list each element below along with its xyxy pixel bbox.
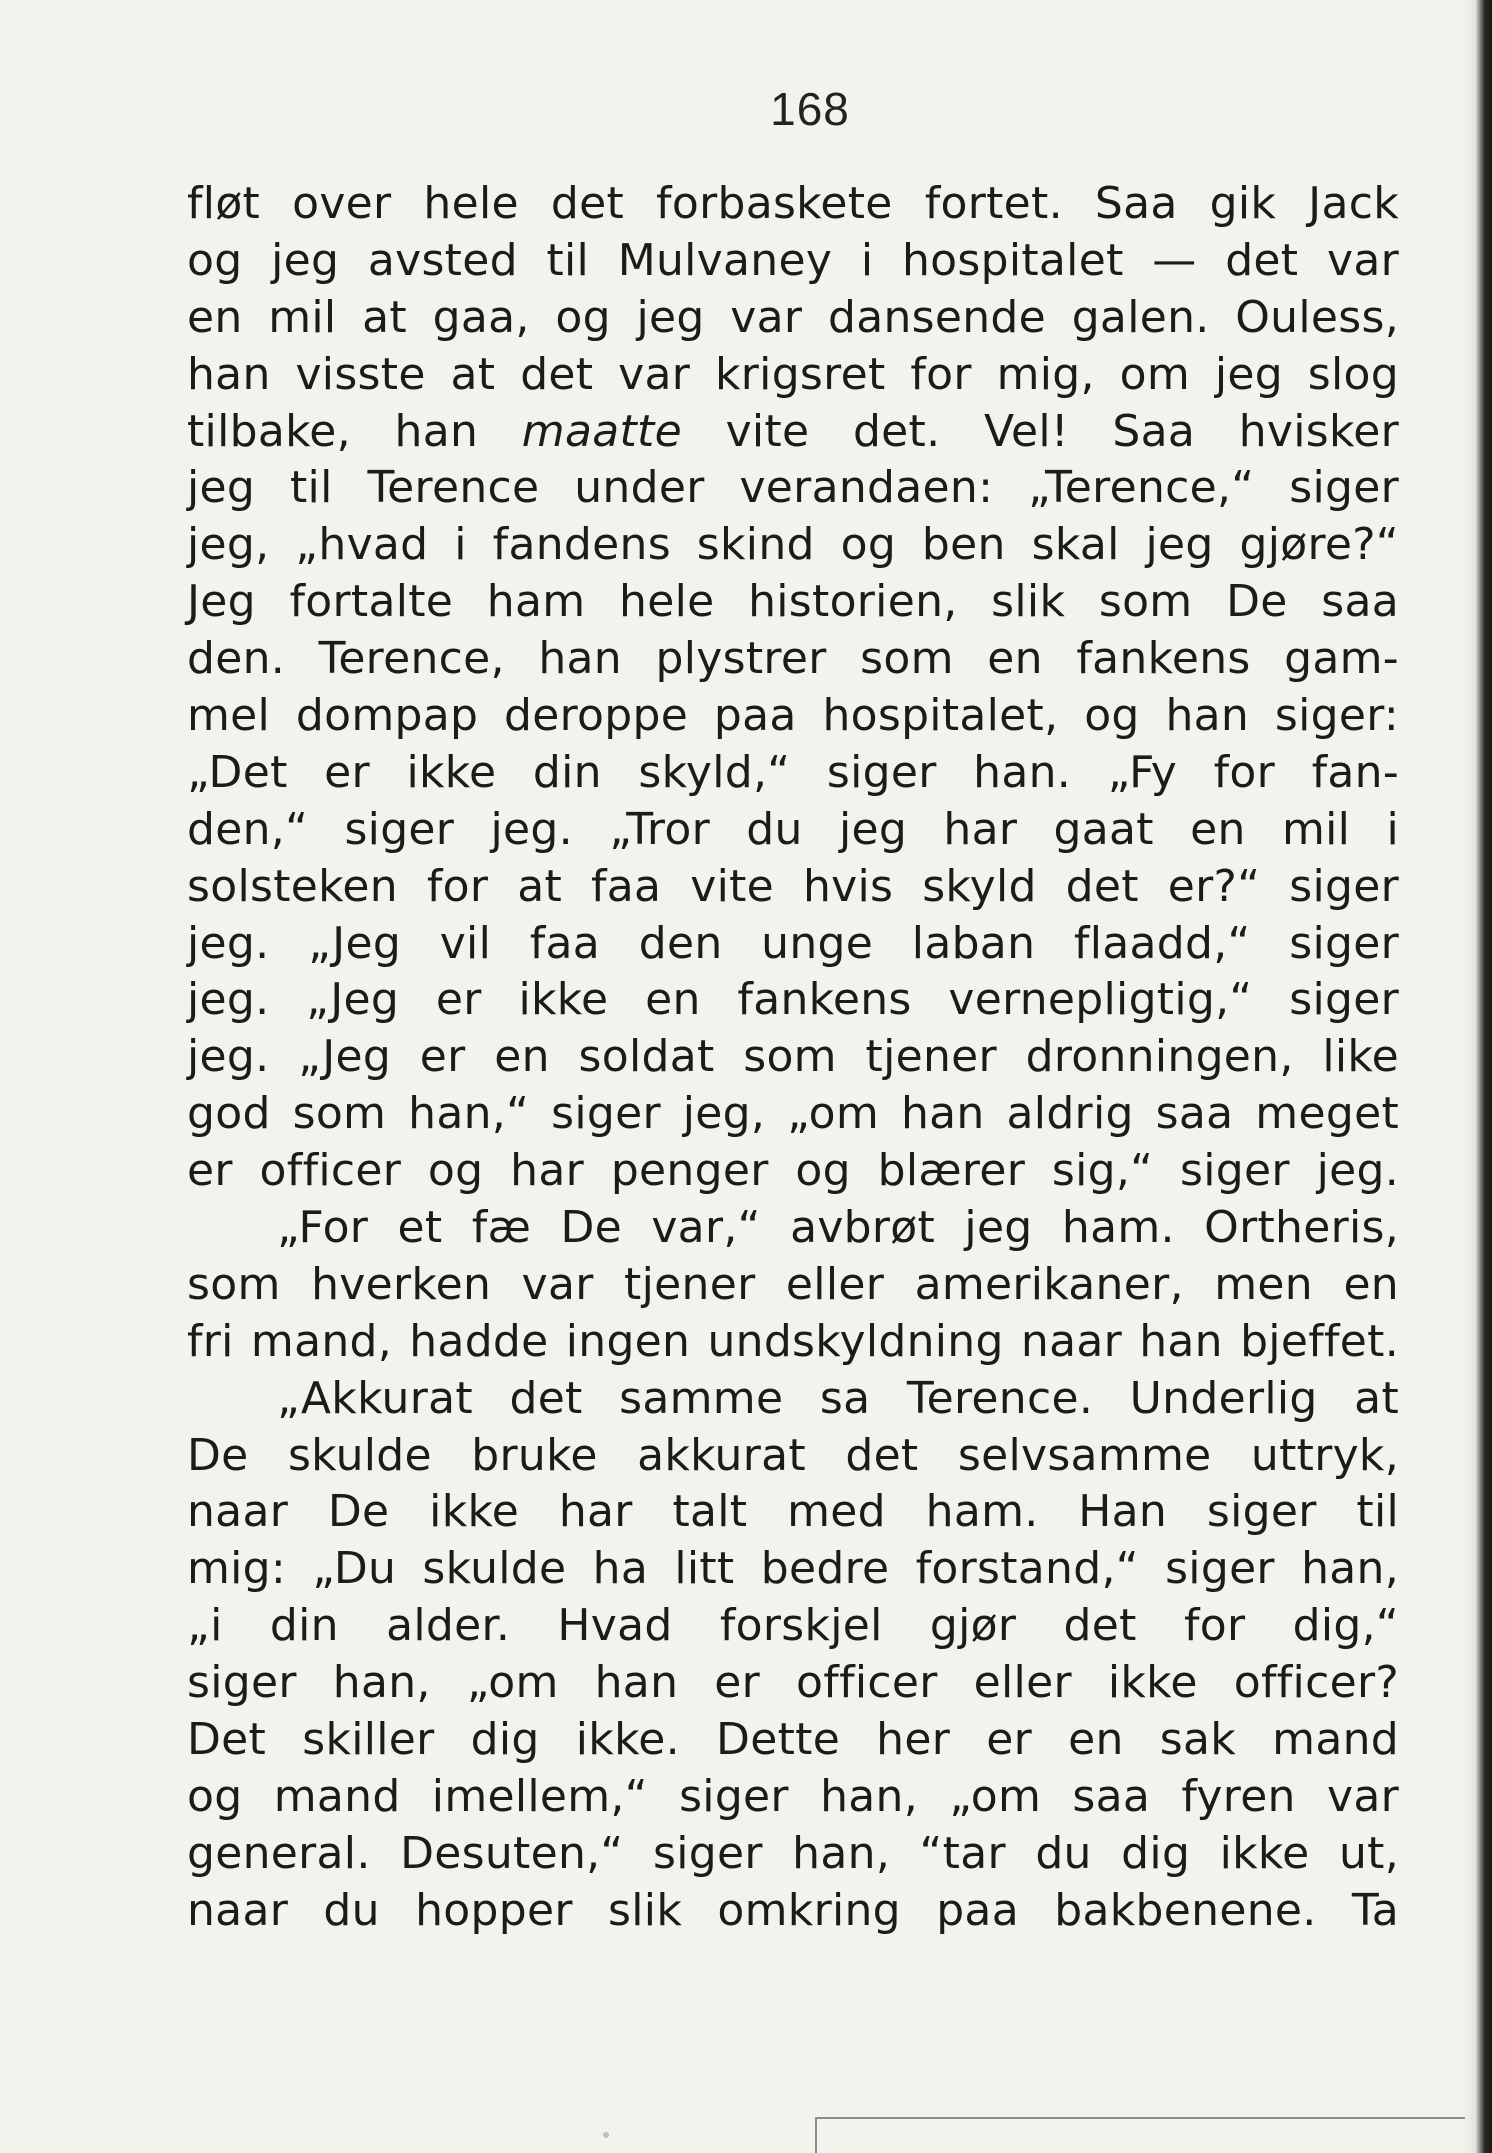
text-line: Jeg fortalte ham hele historien, slik som De saa — [187, 576, 1399, 628]
scan-edge — [1476, 0, 1492, 2153]
text-line: mig: „Du skulde ha litt bedre forstand,“ siger han, — [187, 1543, 1399, 1595]
page-number: 168 — [770, 83, 850, 135]
text-line — [187, 404, 1399, 461]
text-segment: vite det. Vel! Saa hvisker — [681, 405, 1399, 457]
text-line: er officer og har penger og blærer sig,“ siger jeg. — [187, 1145, 1399, 1197]
text-line: naar De ikke har talt med ham. Han siger til — [187, 1486, 1399, 1538]
text-line: god som han,“ siger jeg, „om han aldrig saa meget — [187, 1088, 1399, 1140]
text-line: „Det er ikke din skyld,“ siger han. „Fy for fan- — [187, 746, 1399, 798]
text-line: jeg. „Jeg er ikke en fankens vernepligtig,“ siger — [187, 974, 1399, 1026]
scan-artifact-line — [815, 2117, 1465, 2119]
text-line: og jeg avsted til Mulvaney i hospitalet — det var — [187, 234, 1399, 286]
text-line: fri mand, hadde ingen undskyldning naar han bjeffet. — [187, 1315, 1399, 1367]
scan-artifact-tick — [815, 2117, 817, 2153]
italic-word: maatte — [521, 405, 682, 457]
text-segment: tilbake, han — [187, 405, 522, 457]
text-line: en mil at gaa, og jeg var dansende galen. Ouless, — [187, 291, 1399, 343]
text-line: solsteken for at faa vite hvis skyld det er?“ siger — [187, 860, 1399, 912]
text-line: jeg. „Jeg vil faa den unge laban flaadd,“ siger — [187, 917, 1399, 969]
text-line: „i din alder. Hvad forskjel gjør det for dig,“ — [187, 1600, 1399, 1652]
text-line: den,“ siger jeg. „Tror du jeg har gaat en mil i — [187, 803, 1399, 855]
text-line: naar du hopper slik omkring paa bakbenene. Ta — [187, 1884, 1399, 1936]
text-line: mel dompap deroppe paa hospitalet, og han siger: — [187, 690, 1399, 742]
page-edge-shadow — [1462, 0, 1476, 2153]
scan-speck — [603, 2132, 609, 2138]
text-line: som hverken var tjener eller amerikaner, men en — [187, 1258, 1399, 1310]
text-line: han visste at det var krigsret for mig, om jeg slog — [187, 348, 1399, 400]
text-line: siger han, „om han er officer eller ikke officer? — [187, 1657, 1399, 1709]
text-line: De skulde bruke akkurat det selvsamme uttryk, — [187, 1429, 1399, 1481]
text-line: Det skiller dig ikke. Dette her er en sak mand — [187, 1714, 1399, 1766]
text-line: general. Desuten,“ siger han, “tar du dig ikke ut, — [187, 1827, 1399, 1879]
text-line: „For et fæ De var,“ avbrøt jeg ham. Ortheris, — [277, 1202, 1399, 1254]
body-text — [187, 176, 1399, 1940]
text-line: jeg til Terence under verandaen: „Terence,“ siger — [187, 462, 1399, 514]
text-line: og mand imellem,“ siger han, „om saa fyren var — [187, 1770, 1399, 1822]
text-line: jeg, „hvad i fandens skind og ben skal jeg gjøre?“ — [187, 519, 1399, 571]
text-line: den. Terence, han plystrer som en fankens gam- — [187, 633, 1399, 685]
text-line: jeg. „Jeg er en soldat som tjener dronningen, like — [187, 1031, 1399, 1083]
text-line: „Akkurat det samme sa Terence. Underlig at — [277, 1372, 1399, 1424]
text-line: fløt over hele det forbaskete fortet. Saa gik Jack — [187, 178, 1399, 229]
